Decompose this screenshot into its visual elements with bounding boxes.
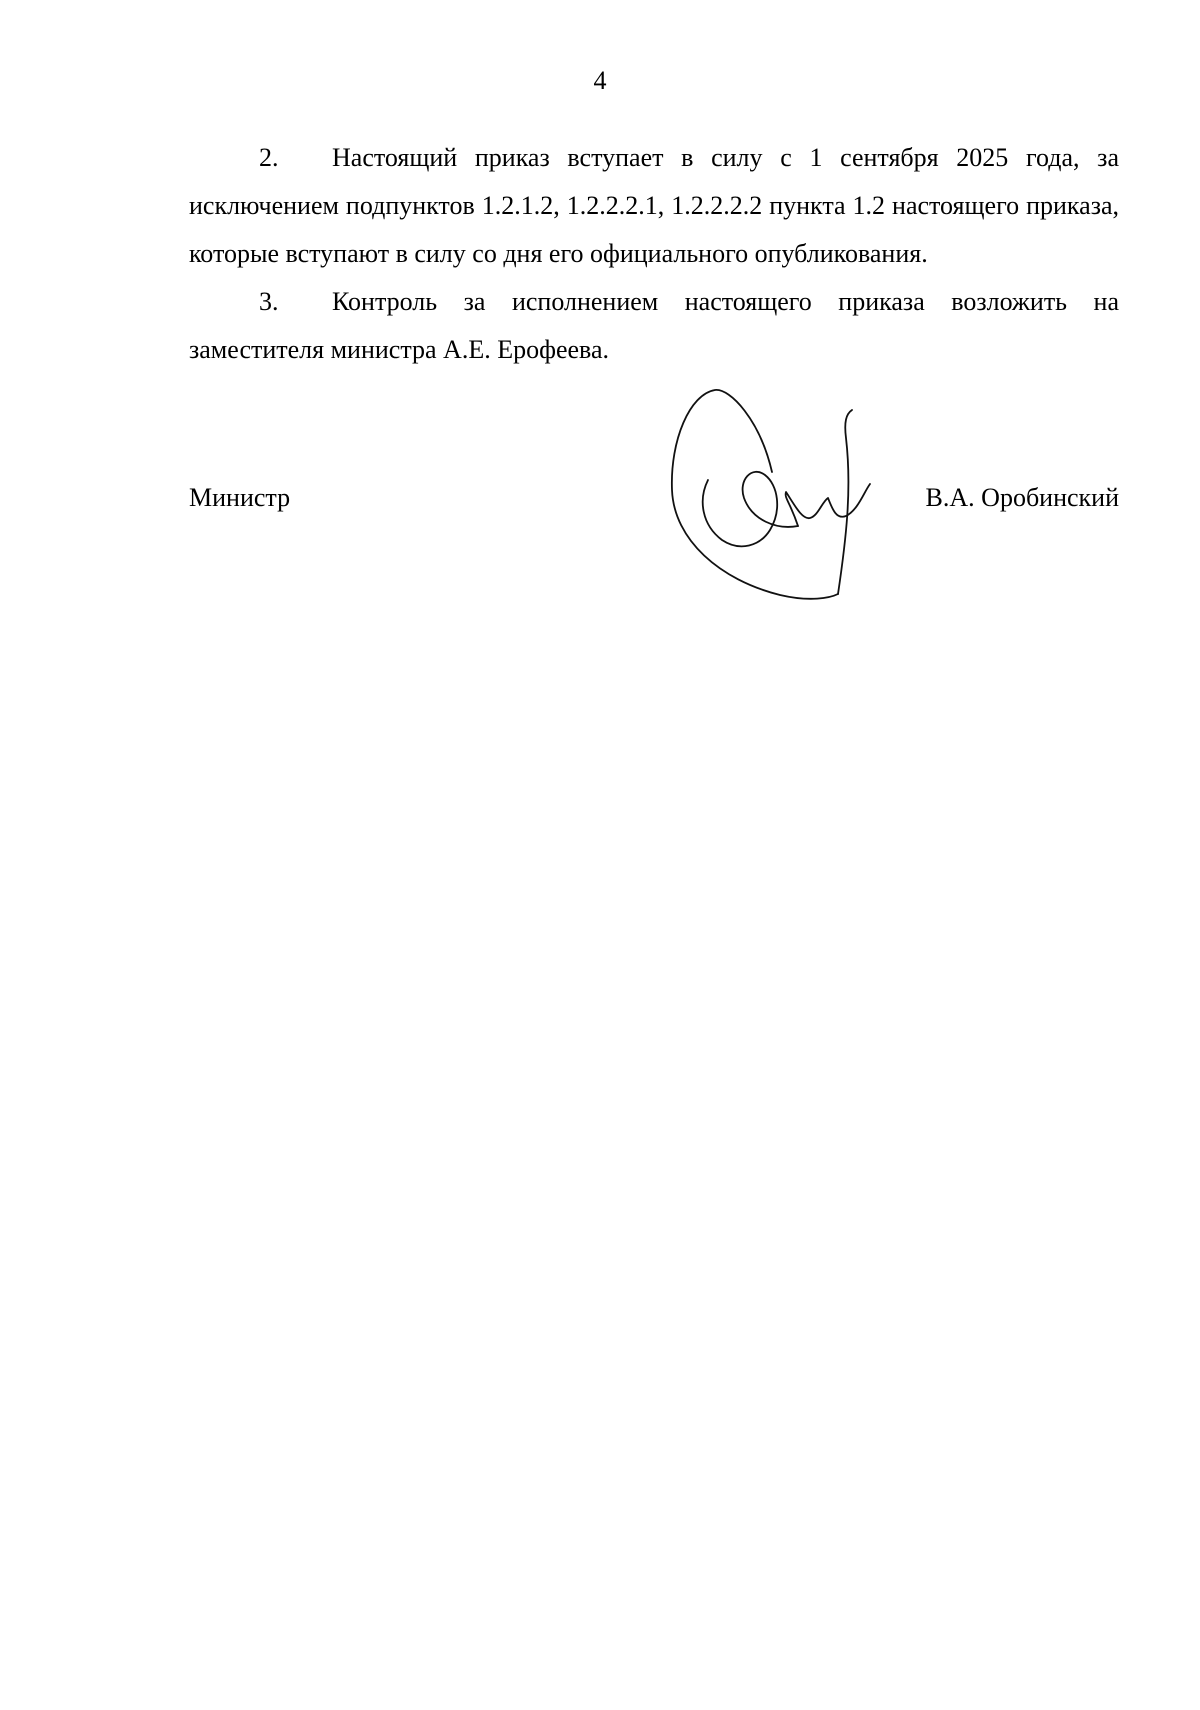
clause-text: Настоящий приказ вступает в силу с 1 сентября 2025 года, за исключением подпунктов 1.2.1.2, 1.2.2.2.1, 1.2.2.2.2 пункта 1.2 настоящего приказа, которые вступают в силу со дня его официального опубликования. [189,143,1119,268]
clause-number: 3. [259,287,279,316]
clause-number: 2. [259,143,279,172]
signer-title: Министр [189,483,291,512]
page-number: 4 [593,66,607,95]
clause-2 [189,134,1119,278]
signer-name: В.А. Оробинский [925,483,1119,512]
signature-block [189,480,1119,516]
document-body [189,134,1119,374]
clause-3 [189,278,1119,374]
clause-text: Контроль за исполнением настоящего приказа возложить на заместителя министра А.Е. Ерофеева. [189,287,1119,364]
